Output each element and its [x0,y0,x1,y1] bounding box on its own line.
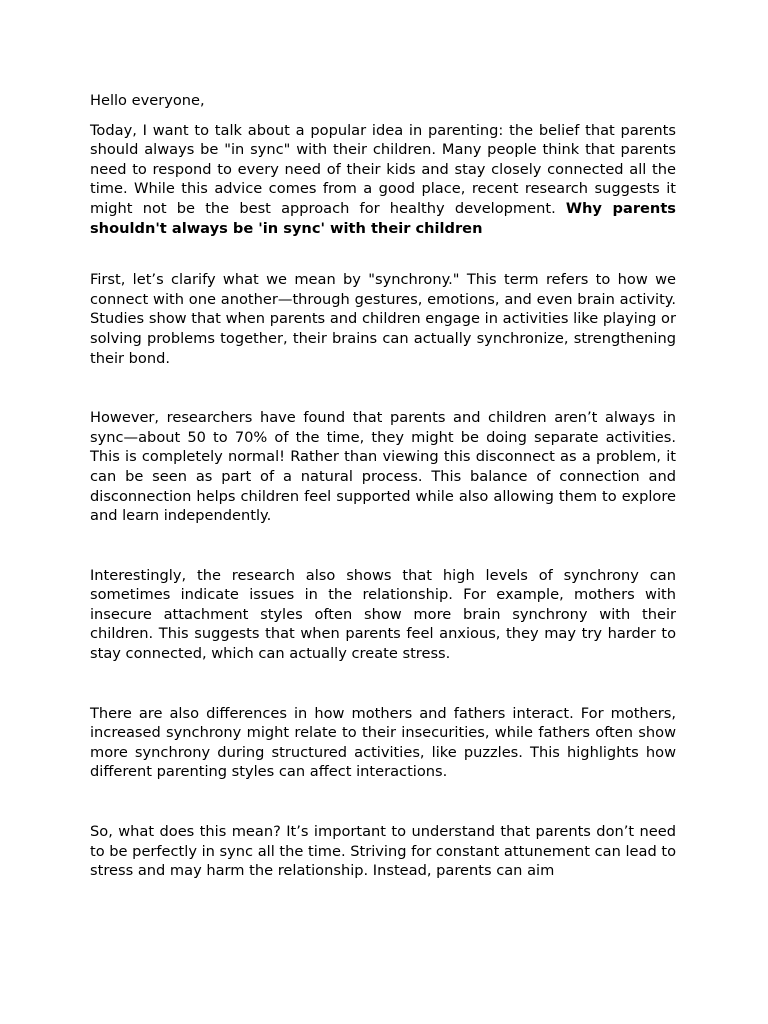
intro-text: Today, I want to talk about a popular idea in parenting: the belief that parents should always be "in sync" with their children. Many people think that parents need to respond to every need of their kids and stay closely connected all the time. While this advice comes from a good place, recent research suggests it might not be the best approach for healthy development. [90,121,676,217]
intro-paragraph [90,121,676,239]
body-paragraph-synchrony: First, let’s clarify what we mean by "synchrony." This term refers to how we connect with one another—through gestures, emotions, and even brain activity. Studies show that when parents and children engage in activities like playing or solving problems together, their brains can actually synchronize, strengthening their bond. [90,271,676,367]
body-paragraph-conclusion: So, what does this mean? It’s important to understand that parents don’t need to be perfectly in sync all the time. Striving for constant attunement can lead to stress and may harm the relationship. Instead, parents can aim [90,823,676,880]
body-paragraph-high-synchrony: Interestingly, the research also shows that high levels of synchrony can sometimes indicate issues in the relationship. For example, mothers with insecure attachment styles often show more brain synchrony with their children. This suggests that when parents feel anxious, they may try harder to stay connected, which can actually create stress. [90,566,676,663]
article-title: Why parents shouldn't always be 'in sync' with their children [90,199,676,237]
body-paragraph-out-of-sync: However, researchers have found that parents and children aren’t always in sync—about 50 to 70% of the time, they might be doing separate activities. This is completely normal! Rather than viewing this disconnect as a problem, it can be seen as part of a natural process. This balance of connection and disconnection helps children feel supported while also allowing them to explore and learn independently. [90,409,676,525]
greeting-text: Hello everyone, [90,92,205,109]
document-page [90,91,676,921]
body-paragraph-mothers-fathers: There are also differences in how mothers and fathers interact. For mothers, increased synchrony might relate to their insecurities, while fathers often show more synchrony during structured activities, like puzzles. This highlights how different parenting styles can affect interactions. [90,704,676,781]
